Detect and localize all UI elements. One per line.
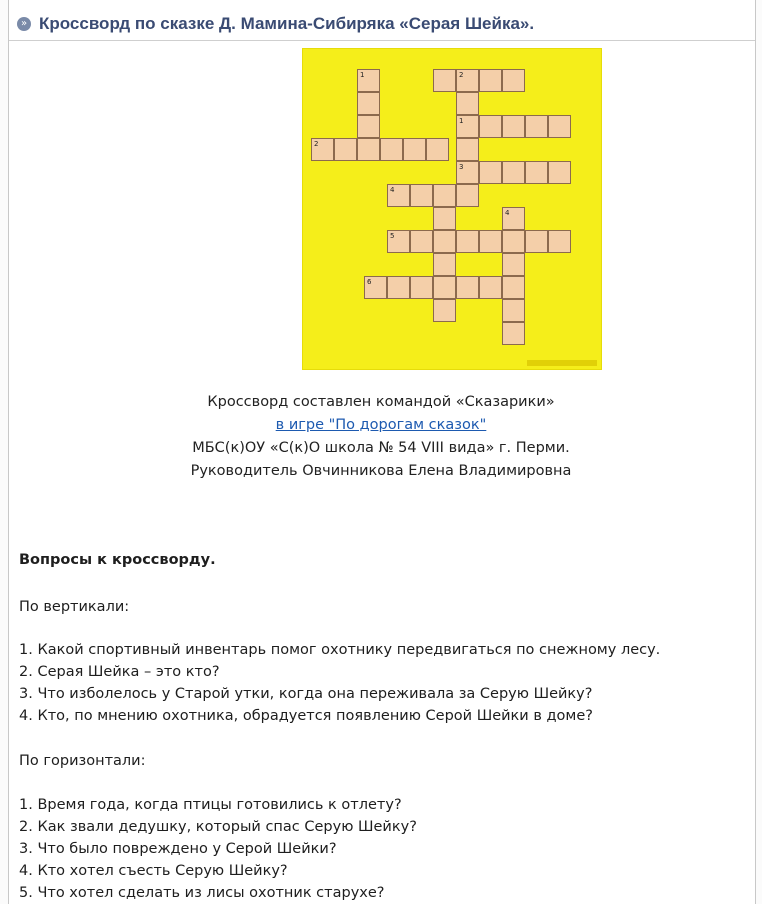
crossword-cell	[403, 138, 426, 161]
crossword-cell	[433, 184, 456, 207]
crossword-cell	[456, 138, 479, 161]
crossword-cell	[364, 276, 387, 299]
questions-heading: Вопросы к кроссворду.	[19, 552, 216, 568]
crossword-cell	[479, 276, 502, 299]
crossword-cell	[456, 69, 479, 92]
crossword-cell	[387, 184, 410, 207]
crossword-cell	[456, 276, 479, 299]
crossword-cell	[502, 253, 525, 276]
crossword-cell	[502, 115, 525, 138]
game-link[interactable]: в игре "По дорогам сказок"	[275, 417, 487, 433]
crossword-cell	[433, 69, 456, 92]
cell-number: 1	[360, 71, 365, 79]
crossword-cell	[380, 138, 403, 161]
crossword-cell	[479, 161, 502, 184]
crossword-image	[302, 48, 602, 370]
cell-number: 4	[505, 209, 510, 217]
horizontal-question: 2. Как звали дедушку, который спас Серую Шейку?	[19, 819, 417, 835]
crossword-cell	[410, 276, 433, 299]
horizontal-question: 1. Время года, когда птицы готовились к отлету?	[19, 797, 402, 813]
vertical-question: 2. Серая Шейка – это кто?	[19, 664, 220, 680]
vertical-question: 1. Какой спортивный инвентарь помог охотнику передвигаться по снежному лесу.	[19, 642, 661, 658]
crossword-cell	[548, 230, 571, 253]
crossword-cell	[479, 115, 502, 138]
crossword-cell	[387, 230, 410, 253]
crossword-cell	[357, 115, 380, 138]
crossword-cell	[410, 230, 433, 253]
vertical-label: По вертикали:	[19, 599, 130, 615]
cell-number: 5	[390, 232, 395, 240]
crossword-cell	[456, 230, 479, 253]
post-bullet-icon: »	[17, 17, 31, 31]
crossword-cell	[479, 230, 502, 253]
crossword-cell	[456, 92, 479, 115]
crossword-cell	[433, 207, 456, 230]
crossword-cell	[548, 115, 571, 138]
image-watermark	[527, 360, 597, 366]
crossword-cell	[433, 230, 456, 253]
crossword-cell	[387, 276, 410, 299]
crossword-cell	[525, 230, 548, 253]
crossword-cell	[334, 138, 357, 161]
horizontal-label: По горизонтали:	[19, 753, 146, 769]
horizontal-question: 3. Что было повреждено у Серой Шейки?	[19, 841, 337, 857]
crossword-cell	[357, 92, 380, 115]
crossword-cell	[410, 184, 433, 207]
vertical-question: 3. Что изболелось у Старой утки, когда она переживала за Серую Шейку?	[19, 686, 593, 702]
crossword-cell	[525, 115, 548, 138]
cell-number: 2	[314, 140, 319, 148]
crossword-cell	[502, 207, 525, 230]
cell-number: 2	[459, 71, 464, 79]
crossword-cell	[502, 322, 525, 345]
cell-number: 1	[459, 117, 464, 125]
credits-link-row	[8, 417, 754, 433]
cell-number: 4	[390, 186, 395, 194]
crossword-cell	[311, 138, 334, 161]
crossword-cell	[479, 69, 502, 92]
page-title[interactable]: Кроссворд по сказке Д. Мамина-Сибиряка «Серая Шейка».	[39, 14, 535, 33]
crossword-cell	[548, 161, 571, 184]
vertical-question: 4. Кто, по мнению охотника, обрадуется появлению Серой Шейки в доме?	[19, 708, 593, 724]
crossword-cell	[456, 115, 479, 138]
crossword-cell	[433, 253, 456, 276]
credits-line: Кроссворд составлен командой «Сказарики»	[207, 394, 555, 410]
crossword-cell	[502, 276, 525, 299]
horizontal-question: 4. Кто хотел съесть Серую Шейку?	[19, 863, 288, 879]
horizontal-question: 5. Что хотел сделать из лисы охотник старухе?	[19, 885, 385, 901]
crossword-cell	[357, 69, 380, 92]
crossword-cell	[502, 69, 525, 92]
credits-leader: Руководитель Овчинникова Елена Владимировна	[190, 463, 572, 479]
crossword-cell	[426, 138, 449, 161]
crossword-cell	[502, 299, 525, 322]
cell-number: 6	[367, 278, 372, 286]
crossword-cell	[525, 161, 548, 184]
credits-school: МБС(к)ОУ «С(к)О школа № 54 VIII вида» г. Перми.	[192, 440, 570, 456]
post-header	[9, 8, 755, 41]
crossword-cell	[456, 161, 479, 184]
crossword-cell	[502, 161, 525, 184]
crossword-cell	[433, 299, 456, 322]
crossword-cell	[433, 276, 456, 299]
crossword-cell	[502, 230, 525, 253]
crossword-cell	[357, 138, 380, 161]
cell-number: 3	[459, 163, 464, 171]
crossword-cell	[456, 184, 479, 207]
